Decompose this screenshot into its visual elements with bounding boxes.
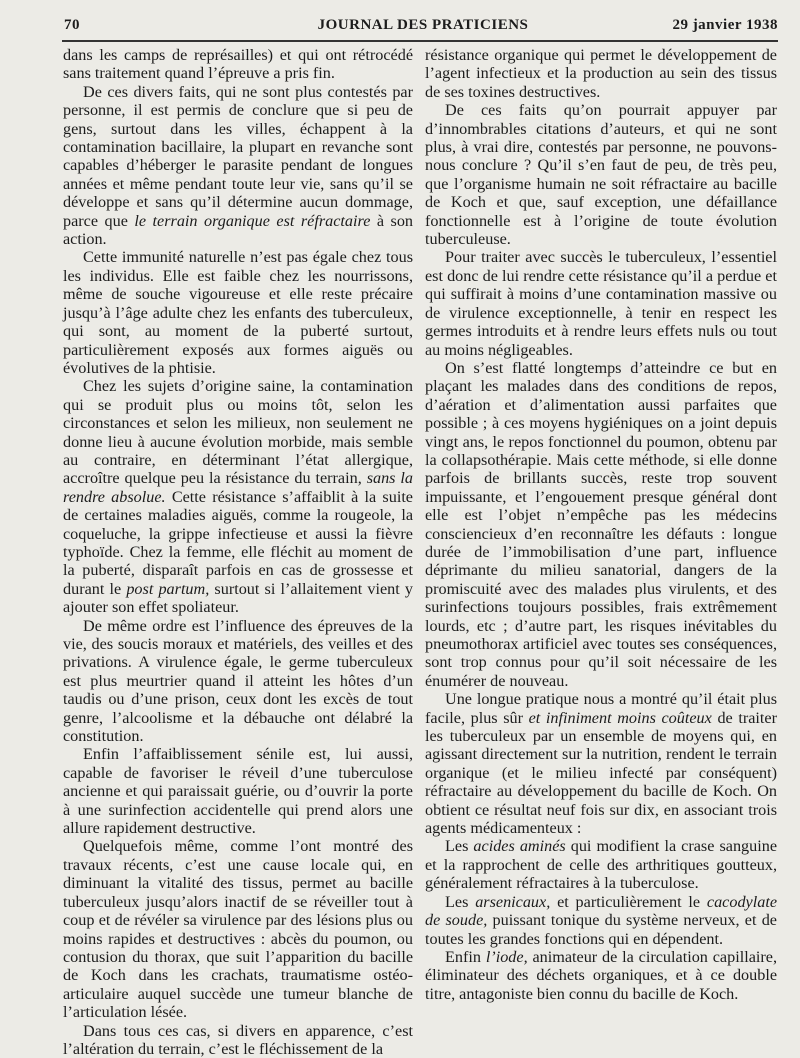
right-column	[425, 46, 777, 1003]
header-rule	[62, 40, 778, 42]
paragraph: Les acides aminés qui modifient la crase sanguine et la rapprochent de celle des arthritiques goutteux, généralement réfractaires à la tuberculose.	[425, 837, 778, 893]
paragraph: De même ordre est l’influence des épreuves de la vie, des soucis moraux et matériels, des veilles et des privations. A virulence égale, le germe tuberculeux est plus meurtrier quand il atteint les hôtes d’un taudis ou d’une prison, ceux dont les excès de tout genre, l’alcoolisme et la débauche ont délabré la constitution.	[63, 616, 413, 746]
paragraph: dans les camps de représailles) et qui ont rétrocédé sans traitement quand l’épreuve a pris fin.	[63, 46, 413, 83]
paragraph: Pour traiter avec succès le tuberculeux, l’essentiel est donc de lui rendre cette résistance qu’il a perdue et qui suffirait à moins d’une contamination massive ou de virulence exceptionnelle, à tenir en respect les germes introduits et à rendre leurs effets nuls ou tout au moins négligeables.	[425, 248, 777, 359]
paragraph: Enfin l’iode, animateur de la circulation capillaire, éliminateur des déchets organiques, et à ce double titre, antagoniste bien connu du bacille de Koch.	[425, 947, 777, 1003]
paragraph: Enfin l’affaiblissement sénile est, lui aussi, capable de favoriser le réveil d’une tuberculose ancienne et qui paraissait guérie, ou d’ouvrir la porte à une surinfection accidentelle qui prend alors une allure rapidement destructive.	[63, 745, 413, 838]
running-header	[58, 14, 778, 36]
paragraph: De ces divers faits, qui ne sont plus contestés par personne, il est permis de conclure que si peu de gens, surtout dans les villes, échappent à la contamination bacillaire, la plupart en revanche sont capables d’héberger le parasite pendant de longues années et même pendant toute leur vie, sans qu’il se développe et sans qu’il détermine aucun dommage, parce que le terrain organique est réfractaire à son action.	[63, 82, 414, 249]
paragraph: Les arsenicaux, et particulièrement le cacodylate de soude, puissant tonique du système nerveux, et de toutes les grandes fonctions qui en dépendent.	[425, 892, 778, 948]
left-column	[63, 46, 413, 1058]
issue-date: 29 janvier 1938	[672, 17, 778, 33]
journal-title: JOURNAL DES PRATICIENS	[317, 17, 529, 33]
paragraph: résistance organique qui permet le développement de l’agent infectieux et la production au sein des tissus de ses toxines destructives.	[425, 46, 777, 101]
paragraph: Quelquefois même, comme l’ont montré des travaux récents, c’est une cause locale qui, en diminuant la vitalité des tissus, permet au bacille tuberculeux jusqu’alors inactif de se réveiller tout à coup et de révéler sa virulence par des lésions plus ou moins rapides et destructives : abcès du poumon, ou contusion du thorax, que suit l’apparition du bacille de Koch dans les crachats, traumatisme ostéo-articulaire auquel succède une tumeur blanche de l’articulation lésée.	[63, 837, 413, 1022]
paragraph: Cette immunité naturelle n’est pas égale chez tous les individus. Elle est faible chez les nourrissons, même de souche vigoureuse et elle reste précaire jusqu’à l’âge adulte chez les enfants des tuberculeux, qui sont, au moment de la puberté surtout, particulièrement exposés aux formes aiguës ou évolutives de la phtisie.	[63, 248, 413, 377]
paragraph: Chez les sujets d’origine saine, la contamination qui se produit plus ou moins tôt, selon les circonstances et selon les milieux, non seulement ne donne lieu à aucune évolution morbide, mais semble au contraire, en déterminant l’état allergique, accroître quelque peu la résistance du terrain, sans la rendre absolue. Cette résistance s’affaiblit à la suite de certaines maladies aiguës, comme la rougeole, la coqueluche, la grippe infectieuse et aussi la fièvre typhoïde. Chez la femme, elle fléchit au moment de la puberté, disparaît parfois en cas de grossesse et durant le post partum, surtout si l’allaitement vient y ajouter son effet spoliateur.	[63, 377, 413, 617]
paragraph: On s’est flatté longtemps d’atteindre ce but en plaçant les malades dans des conditions de repos, d’aération et d’alimentation aussi parfaites que possible ; à ces moyens hygiéniques on a joint depuis vingt ans, le repos fonctionnel du poumon, obtenu par la collapsothérapie. Mais cette méthode, si elle donne parfois de brillants succès, reste trop souvent impuissante, et l’engouement presque général dont elle est l’objet n’empêche pas les médecins consciencieux d’en reconnaître les défauts : longue durée de l’immobilisation d’une part, influence déprimante du milieu sanatorial, dangers de la promiscuité avec des malades plus virulents, et des surinfections toujours possibles, frais extrêmement lourds, etc ; d’autre part, les risques inévitables du pneumothorax artificiel avec toutes ses conséquences, sont trop connus pour qu’il soit nécessaire de les énumérer de nouveau.	[425, 358, 777, 690]
paragraph: Une longue pratique nous a montré qu’il était plus facile, plus sûr et infiniment moins coûteux de traiter les tuberculeux par un ensemble de moyens qui, en agissant directement sur la nutrition, rendent le terrain organique (et le milieu infecté par conséquent) réfractaire au développement du bacille de Koch. On obtient ce résultat neuf fois sur dix, en associant trois agents médicamenteux :	[425, 690, 777, 838]
page-number: 70	[64, 17, 80, 33]
paragraph: De ces faits qu’on pourrait appuyer par d’innombrables citations d’auteurs, et qui ne sont plus, à vrai dire, contestés par personne, ne pouvons-nous conclure ? Qu’il s’en faut de peu, de très peu, que l’organisme humain ne soit réfractaire au bacille de Koch et que, sauf exception, une défaillance fonctionnelle est à l’origine de toute évolution tuberculeuse.	[425, 101, 777, 249]
paragraph: Dans tous ces cas, si divers en apparence, c’est l’altération du terrain, c’est le fléchissement de la	[63, 1021, 413, 1058]
